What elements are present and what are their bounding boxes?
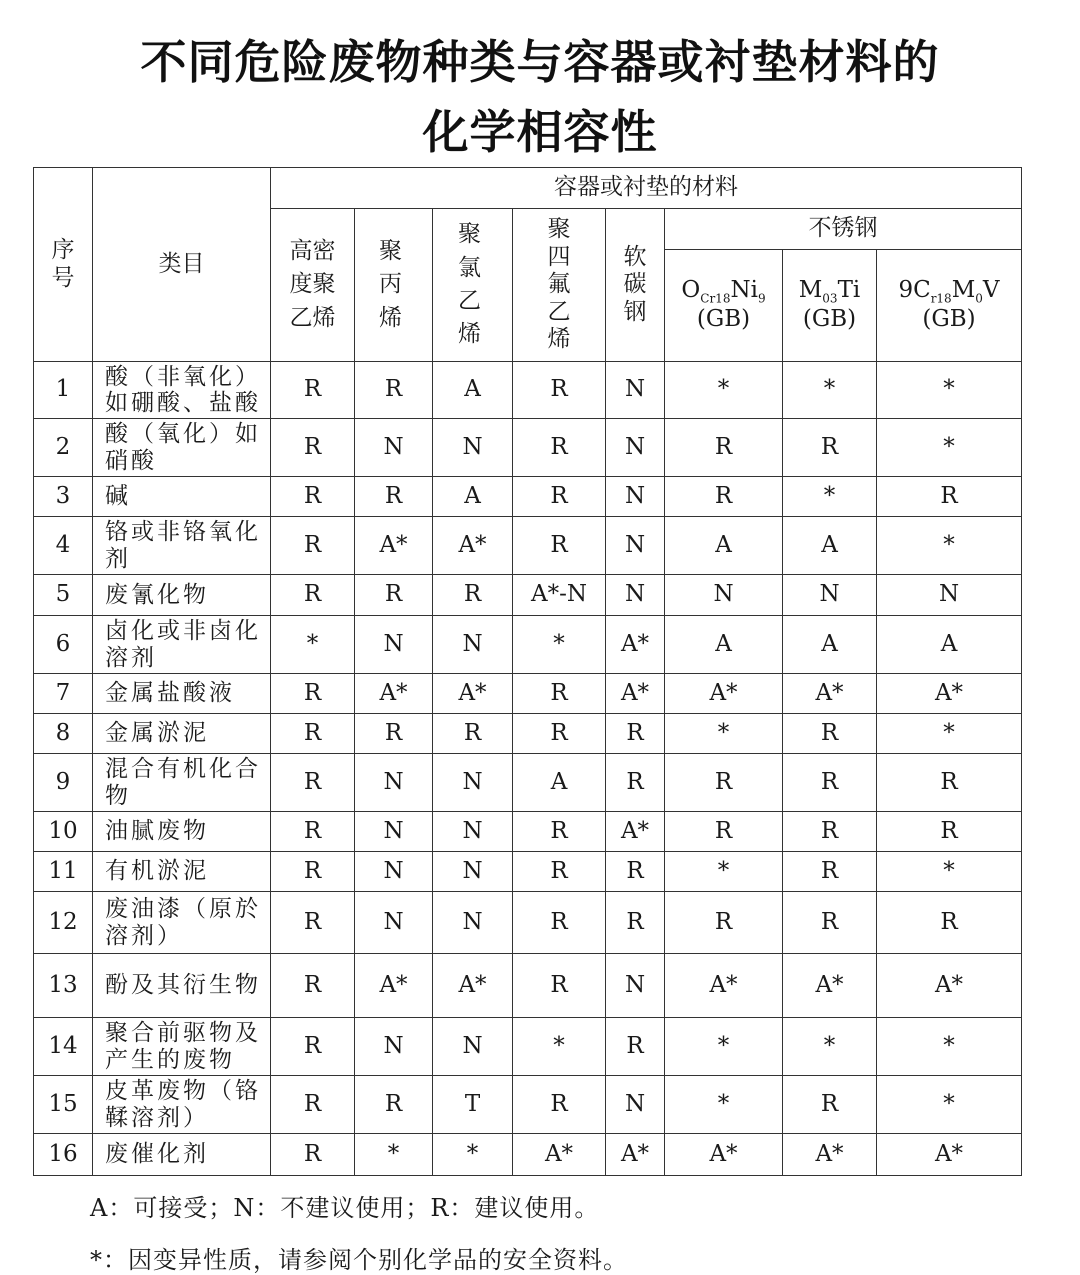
compatibility-cell: A*-N [513,575,606,616]
compatibility-cell: A* [606,674,665,714]
table-row [34,674,1022,714]
compatibility-cell: R [877,812,1022,852]
compatibility-cell: N [665,575,783,616]
row-number: 3 [34,477,93,517]
header-ss-m03ti: $M_{03}Ti$ (GB) [783,250,877,362]
compatibility-cell: N [433,1018,513,1076]
compatibility-cell: R [513,892,606,954]
row-category: 酸（氧化）如硝酸 [93,419,271,477]
row-category: 酸（非氧化）如硼酸、盐酸 [93,362,271,419]
row-category: 铬或非铬氧化剂 [93,517,271,575]
compatibility-cell: N [606,477,665,517]
compatibility-cell: N [877,575,1022,616]
compatibility-cell: A* [606,616,665,674]
row-number: 15 [34,1076,93,1134]
compatibility-cell: N [433,892,513,954]
table-row [34,1018,1022,1076]
row-category: 废氰化物 [93,575,271,616]
row-number: 6 [34,616,93,674]
compatibility-cell: A [433,477,513,517]
compatibility-cell: R [271,714,355,754]
compatibility-cell: R [355,714,433,754]
row-category: 油腻废物 [93,812,271,852]
compatibility-cell: R [783,852,877,892]
compatibility-cell: * [665,1018,783,1076]
compatibility-cell: * [877,419,1022,477]
compatibility-cell: A* [433,674,513,714]
header-category: 类目 [93,168,271,362]
compatibility-cell: R [433,714,513,754]
row-category: 卤化或非卤化溶剂 [93,616,271,674]
compatibility-cell: * [271,616,355,674]
compatibility-cell: A* [355,517,433,575]
compatibility-cell: A [877,616,1022,674]
compatibility-cell: N [606,575,665,616]
compatibility-cell: R [271,1134,355,1176]
compatibility-cell: N [355,754,433,812]
compatibility-cell: R [271,852,355,892]
compatibility-cell: * [665,852,783,892]
compatibility-cell: A* [665,1134,783,1176]
compatibility-cell: R [513,812,606,852]
compatibility-cell: A* [513,1134,606,1176]
compatibility-cell: R [355,575,433,616]
compatibility-cell: N [606,954,665,1018]
header-ss-ocr18ni9: $O_{Cr18}Ni_9$ (GB) [665,250,783,362]
header-pvc: 聚氯乙烯 [433,209,513,362]
row-number: 12 [34,892,93,954]
compatibility-cell: R [783,754,877,812]
compatibility-cell: N [606,1076,665,1134]
compatibility-cell: A [783,616,877,674]
compatibility-cell: R [606,852,665,892]
compatibility-cell: * [665,714,783,754]
row-category: 混合有机化合物 [93,754,271,812]
row-number: 1 [34,362,93,419]
row-category: 金属盐酸液 [93,674,271,714]
compatibility-cell: R [355,477,433,517]
compatibility-cell: * [783,477,877,517]
compatibility-cell: * [877,1018,1022,1076]
row-category: 有机淤泥 [93,852,271,892]
header-stainless-group: 不锈钢 [665,209,1022,250]
compatibility-cell: * [513,616,606,674]
row-number: 13 [34,954,93,1018]
table-row [34,892,1022,954]
header-ptfe: 聚四氟乙烯 [513,209,606,362]
row-number: 2 [34,419,93,477]
compatibility-cell: R [606,754,665,812]
compatibility-cell: R [783,812,877,852]
compatibility-cell: A* [877,674,1022,714]
asterisk-note: *：因变异性质，请参阅个别化学品的安全资料。 [90,1246,628,1274]
compatibility-cell: R [513,362,606,419]
table-row [34,1076,1022,1134]
compatibility-cell: A* [606,1134,665,1176]
row-number: 10 [34,812,93,852]
header-seq: 序号 [34,168,93,362]
compatibility-cell: N [355,419,433,477]
compatibility-cell: R [665,892,783,954]
header-materials-group: 容器或衬垫的材料 [271,168,1022,209]
compatibility-cell: A* [433,517,513,575]
compatibility-cell: R [665,812,783,852]
table-row [34,714,1022,754]
compatibility-cell: A [433,362,513,419]
row-number: 7 [34,674,93,714]
compatibility-cell: N [355,852,433,892]
compatibility-cell: A* [355,954,433,1018]
compatibility-cell: R [271,812,355,852]
compatibility-cell: R [877,892,1022,954]
table-row [34,754,1022,812]
compatibility-cell: A* [665,954,783,1018]
compatibility-cell: A* [433,954,513,1018]
compatibility-cell: R [513,419,606,477]
compatibility-table [33,167,1022,1176]
row-number: 9 [34,754,93,812]
compatibility-cell: N [355,616,433,674]
compatibility-cell: R [783,1076,877,1134]
compatibility-cell: R [355,1076,433,1134]
compatibility-cell: A* [877,1134,1022,1176]
row-number: 4 [34,517,93,575]
compatibility-cell: R [271,419,355,477]
table-row [34,362,1022,419]
table-row [34,1134,1022,1176]
compatibility-cell: * [513,1018,606,1076]
compatibility-cell: R [783,714,877,754]
table-row [34,616,1022,674]
compatibility-cell: N [606,419,665,477]
table-row [34,812,1022,852]
compatibility-cell: R [271,517,355,575]
table-row [34,517,1022,575]
compatibility-cell: R [783,892,877,954]
compatibility-cell: R [513,517,606,575]
compatibility-cell: A* [783,954,877,1018]
compatibility-cell: R [271,477,355,517]
row-category: 金属淤泥 [93,714,271,754]
compatibility-cell: R [877,754,1022,812]
compatibility-cell: * [877,517,1022,575]
compatibility-cell: N [606,362,665,419]
table-header [34,168,1022,362]
compatibility-cell: * [665,1076,783,1134]
compatibility-cell: * [877,714,1022,754]
compatibility-cell: R [665,419,783,477]
compatibility-cell: R [271,754,355,812]
compatibility-cell: R [665,477,783,517]
compatibility-cell: N [355,1018,433,1076]
row-category: 碱 [93,477,271,517]
compatibility-cell: R [513,674,606,714]
table-row [34,419,1022,477]
compatibility-cell: R [665,754,783,812]
compatibility-cell: A* [665,674,783,714]
compatibility-cell: * [877,362,1022,419]
compatibility-cell: N [355,812,433,852]
row-category: 废油漆（原於溶剂） [93,892,271,954]
compatibility-cell: A* [355,674,433,714]
compatibility-cell: * [783,362,877,419]
compatibility-cell: * [355,1134,433,1176]
row-number: 5 [34,575,93,616]
compatibility-cell: A* [877,954,1022,1018]
row-number: 14 [34,1018,93,1076]
compatibility-cell: R [513,954,606,1018]
compatibility-cell: N [433,616,513,674]
compatibility-cell: R [271,1018,355,1076]
row-category: 废催化剂 [93,1134,271,1176]
row-category: 聚合前驱物及产生的废物 [93,1018,271,1076]
compatibility-cell: R [606,714,665,754]
compatibility-cell: A* [606,812,665,852]
legend-note: A：可接受；N：不建议使用；R：建议使用。 [90,1194,600,1222]
compatibility-cell: R [355,362,433,419]
table-row [34,954,1022,1018]
compatibility-cell: R [271,1076,355,1134]
compatibility-cell: R [877,477,1022,517]
compatibility-cell: * [433,1134,513,1176]
row-category: 酚及其衍生物 [93,954,271,1018]
compatibility-cell: A* [783,674,877,714]
compatibility-cell: R [271,892,355,954]
table-row [34,575,1022,616]
compatibility-cell: A [665,517,783,575]
compatibility-cell: N [433,852,513,892]
table-row [34,477,1022,517]
compatibility-cell: R [513,714,606,754]
compatibility-cell: * [877,1076,1022,1134]
compatibility-cell: R [271,362,355,419]
compatibility-cell: A [513,754,606,812]
compatibility-cell: R [433,575,513,616]
header-ss-9cr18mov: $9C_{r18}M_0V$ (GB) [877,250,1022,362]
compatibility-cell: R [271,575,355,616]
row-number: 16 [34,1134,93,1176]
compatibility-cell: R [606,892,665,954]
row-number: 11 [34,852,93,892]
compatibility-cell: R [783,419,877,477]
compatibility-cell: N [355,892,433,954]
header-mild-steel: 软碳钢 [606,209,665,362]
compatibility-cell: N [433,754,513,812]
table-body [34,362,1022,1176]
compatibility-cell: * [665,362,783,419]
compatibility-cell: N [606,517,665,575]
compatibility-cell: A [665,616,783,674]
compatibility-cell: * [783,1018,877,1076]
compatibility-cell: R [271,954,355,1018]
compatibility-cell: T [433,1076,513,1134]
compatibility-cell: A [783,517,877,575]
header-pp: 聚丙烯 [355,209,433,362]
row-category: 皮革废物（铬鞣溶剂） [93,1076,271,1134]
compatibility-cell: R [513,852,606,892]
compatibility-cell: * [877,852,1022,892]
table-row [34,852,1022,892]
compatibility-cell: A* [783,1134,877,1176]
compatibility-cell: N [433,419,513,477]
compatibility-cell: R [606,1018,665,1076]
page-subtitle: 化学相容性 [422,105,658,159]
compatibility-cell: R [513,477,606,517]
row-number: 8 [34,714,93,754]
compatibility-cell: R [271,674,355,714]
compatibility-cell: N [783,575,877,616]
page-title: 不同危险废物种类与容器或衬垫材料的 [140,35,940,89]
compatibility-cell: R [513,1076,606,1134]
header-hdpe: 高密度聚乙烯 [271,209,355,362]
compatibility-cell: N [433,812,513,852]
